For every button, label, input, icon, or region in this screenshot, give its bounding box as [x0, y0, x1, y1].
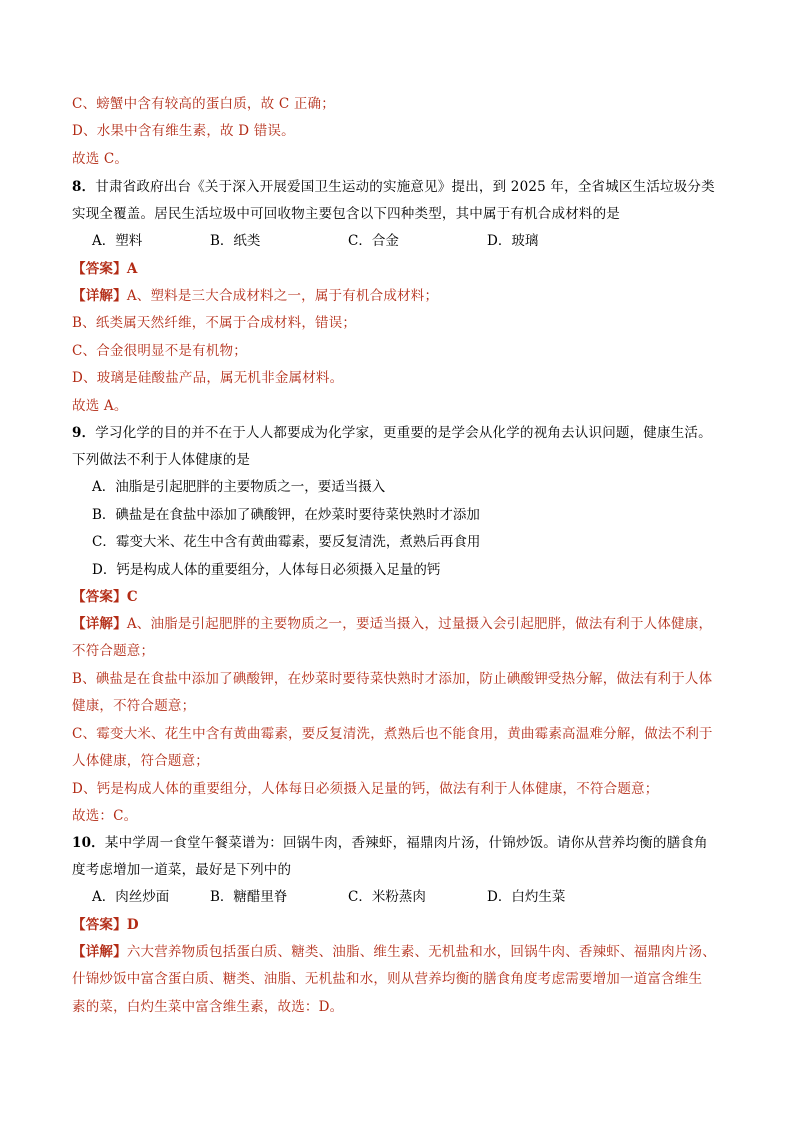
q9-detail-b-cont: 健康，不符合题意；	[72, 698, 196, 714]
q8-option-b: B．纸类	[210, 233, 261, 249]
q10-detail-row1	[72, 942, 716, 962]
q9-stem-line2: 下列做法不利于人体健康的是	[72, 452, 251, 468]
q10-option-c: C．米粉蒸肉	[348, 889, 426, 905]
q8-stem	[72, 177, 715, 197]
q10-answer-label: 【答案】	[72, 917, 127, 933]
q9-detail-a-cont: 不符合题意；	[72, 643, 155, 659]
q8-answer	[72, 259, 138, 279]
q8-detail-a: A、塑料是三大合成材料之一，属于有机合成材料；	[126, 288, 439, 304]
q10-stem	[72, 833, 708, 853]
q10-detail-line2: 什锦炒饭中富含蛋白质、糖类、油脂、无机盐和水，则从营养均衡的膳食角度考虑需要增加一道富含维生	[72, 971, 703, 987]
q10-option-b: B．糖醋里脊	[210, 889, 288, 905]
q8-detail-label: 【详解】	[72, 288, 127, 304]
q9-option-a: A．油脂是引起肥胖的主要物质之一，要适当摄入	[92, 479, 386, 495]
prev-detail-d: D、水果中含有维生素，故 D 错误。	[72, 123, 295, 139]
q10-stem-line2: 度考虑增加一道菜，最好是下列中的	[72, 862, 292, 878]
q8-detail-d: D、玻璃是硅酸盐产品，属无机非金属材料。	[72, 370, 344, 386]
q9-option-c: C．霉变大米、花生中含有黄曲霉素，要反复清洗，煮熟后再食用	[92, 534, 481, 550]
q8-option-c: C．合金	[348, 233, 399, 249]
q10-stem-line1: 某中学周一食堂午餐菜谱为：回锅牛肉，香辣虾，福鼎肉片汤，什锦炒饭。请你从营养均衡的膳食角	[104, 835, 708, 851]
q9-answer	[72, 587, 138, 607]
q8-detail-c: C、合金很明显不是有机物；	[72, 343, 247, 359]
q9-detail-c: C、霉变大米、花生中含有黄曲霉素，要反复清洗，煮熟后也不能食用，黄曲霉素高温难分解，做法不利于	[72, 726, 713, 742]
q9-option-d: D．钙是构成人体的重要组分，人体每日必须摄入足量的钙	[92, 562, 441, 578]
q9-detail-c-cont: 人体健康，符合题意；	[72, 753, 209, 769]
q8-stem-line2: 实现全覆盖。居民生活垃圾中可回收物主要包含以下四种类型，其中属于有机合成材料的是	[72, 206, 620, 222]
q10-answer	[72, 915, 139, 935]
q10-detail-label: 【详解】	[72, 944, 127, 960]
q9-answer-value: C	[126, 589, 138, 605]
q8-detail-b: B、纸类属天然纤维，不属于合成材料，错误；	[72, 315, 357, 331]
q8-conclusion: 故选 A。	[72, 398, 128, 414]
prev-conclusion: 故选 C。	[72, 151, 129, 167]
q8-option-d: D．玻璃	[487, 233, 539, 249]
q10-answer-value: D	[126, 917, 139, 933]
q10-detail-line3: 素的菜，白灼生菜中富含维生素，故选：D。	[72, 999, 344, 1015]
q9-stem	[72, 423, 712, 443]
q8-stem-line1: 甘肃省政府出台《关于深入开展爱国卫生运动的实施意见》提出，到 2025 年，全省城区生活垃圾分类	[95, 179, 715, 195]
q9-answer-label: 【答案】	[72, 589, 127, 605]
q9-number: 9．	[72, 425, 96, 441]
q10-detail-line1: 六大营养物质包括蛋白质、糖类、油脂、维生素、无机盐和水，回锅牛肉、香辣虾、福鼎肉片汤、	[126, 944, 716, 960]
q8-answer-value: A	[126, 261, 138, 277]
q9-conclusion: 故选：C。	[72, 808, 138, 824]
q9-detail-d: D、钙是构成人体的重要组分，人体每日必须摄入足量的钙，做法有利于人体健康，不符合题意；	[72, 781, 659, 797]
q9-detail-label: 【详解】	[72, 616, 127, 632]
q8-detail-a-row	[72, 286, 438, 306]
prev-detail-c: C、螃蟹中含有较高的蛋白质，故 C 正确；	[72, 96, 335, 112]
q9-option-b: B．碘盐是在食盐中添加了碘酸钾，在炒菜时要待菜快熟时才添加	[92, 507, 480, 523]
q10-option-a: A．肉丝炒面	[92, 889, 170, 905]
q9-stem-line1: 学习化学的目的并不在于人人都要成为化学家，更重要的是学会从化学的视角去认识问题，健康生活。	[95, 425, 712, 441]
q8-answer-label: 【答案】	[72, 261, 127, 277]
q9-detail-a-row	[72, 614, 712, 634]
q10-number: 10．	[72, 835, 105, 851]
q9-detail-b: B、碘盐是在食盐中添加了碘酸钾，在炒菜时要待菜快熟时才添加，防止碘酸钾受热分解，做法有利于人体	[72, 671, 713, 687]
q8-number: 8．	[72, 179, 96, 195]
q8-option-a: A．塑料	[92, 233, 143, 249]
q10-option-d: D．白灼生菜	[487, 889, 566, 905]
q9-detail-a: A、油脂是引起肥胖的主要物质之一，要适当摄入，过量摄入会引起肥胖，做法有利于人体健康，	[126, 616, 713, 632]
